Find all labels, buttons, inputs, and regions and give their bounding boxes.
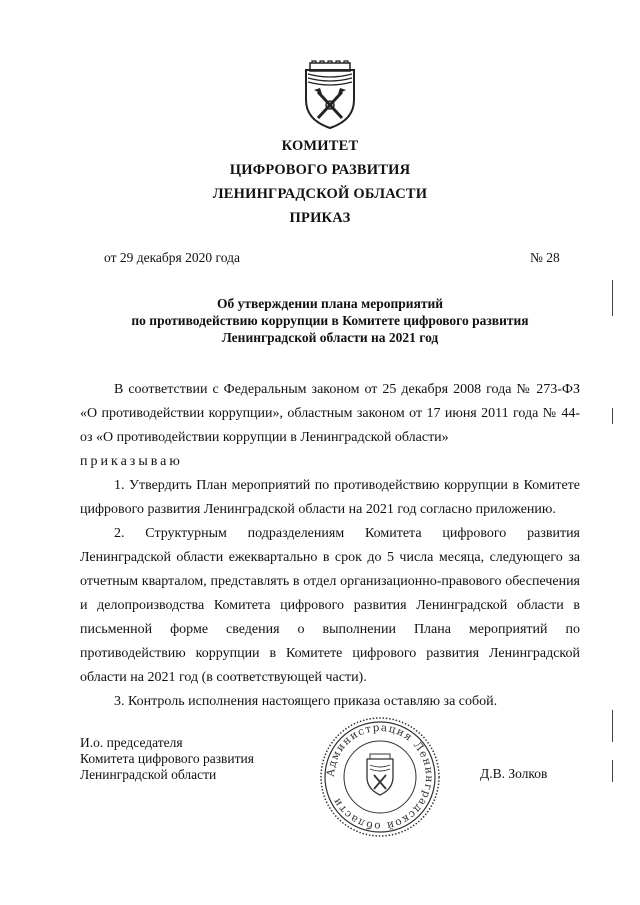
scan-edge-mark (612, 280, 613, 316)
org-name-line-2: ЦИФРОВОГО РАЗВИТИЯ (229, 162, 411, 178)
title-line-3: Ленинградской области на 2021 год (221, 330, 439, 345)
signer-title-2: Комитета цифрового развития (80, 751, 254, 766)
org-name-line-1: КОМИТЕТ (281, 138, 359, 154)
official-seal-stamp (318, 715, 442, 839)
scan-edge-mark (612, 710, 613, 742)
document-date: от 29 декабря 2020 года (104, 250, 240, 265)
org-name-line-3: ЛЕНИНГРАДСКОЙ ОБЛАСТИ (212, 186, 428, 202)
item-3: 3. Контроль исполнения настоящего приказа оставляю за собой. (114, 694, 498, 709)
order-word: приказываю (80, 454, 183, 469)
item-1: 1. Утвердить План мероприятий по противодействию коррупции в Комитете цифрового развития Ленинградской области на 2021 год согласно приложению. (80, 478, 580, 517)
signer-title-3: Ленинградской области (80, 767, 217, 782)
document-type: ПРИКАЗ (289, 210, 351, 226)
document-title (60, 295, 600, 346)
title-line-2: по противодействию коррупции в Комитете цифрового развития (131, 313, 529, 328)
seal-coat-of-arms-icon (367, 754, 393, 795)
document-body (80, 378, 580, 714)
coat-of-arms-icon (300, 60, 360, 130)
seal-text: Администрация Ленинградской области (324, 721, 436, 833)
signature-block (80, 735, 254, 783)
intro-paragraph: В соответствии с Федеральным законом от 25 декабря 2008 года № 273-ФЗ «О противодействии коррупции», областным законом от 17 июня 2011 года № 44-оз «О противодействии коррупции в Ленинградской области» (80, 382, 580, 445)
title-line-1: Об утверждении плана мероприятий (216, 296, 444, 311)
signer-name: Д.В. Золков (480, 766, 548, 781)
scan-edge-mark (612, 760, 613, 782)
scan-edge-mark (612, 408, 613, 424)
signer-title-1: И.о. председателя (80, 735, 183, 750)
item-2: 2. Структурным подразделениям Комитета цифрового развития Ленинградской области ежеквартально в срок до 5 числа месяца, следующего за отчетным кварталом, представлять в отдел организационно-правового обеспечения и делопроизводства Комитета цифрового развития Ленинградской области в письменной форме сведения о выполнении Плана мероприятий по противодействию коррупции в Комитете цифрового развития Ленинградской области на 2021 год (в соответствующей части). (80, 526, 580, 685)
document-number: № 28 (530, 250, 560, 265)
